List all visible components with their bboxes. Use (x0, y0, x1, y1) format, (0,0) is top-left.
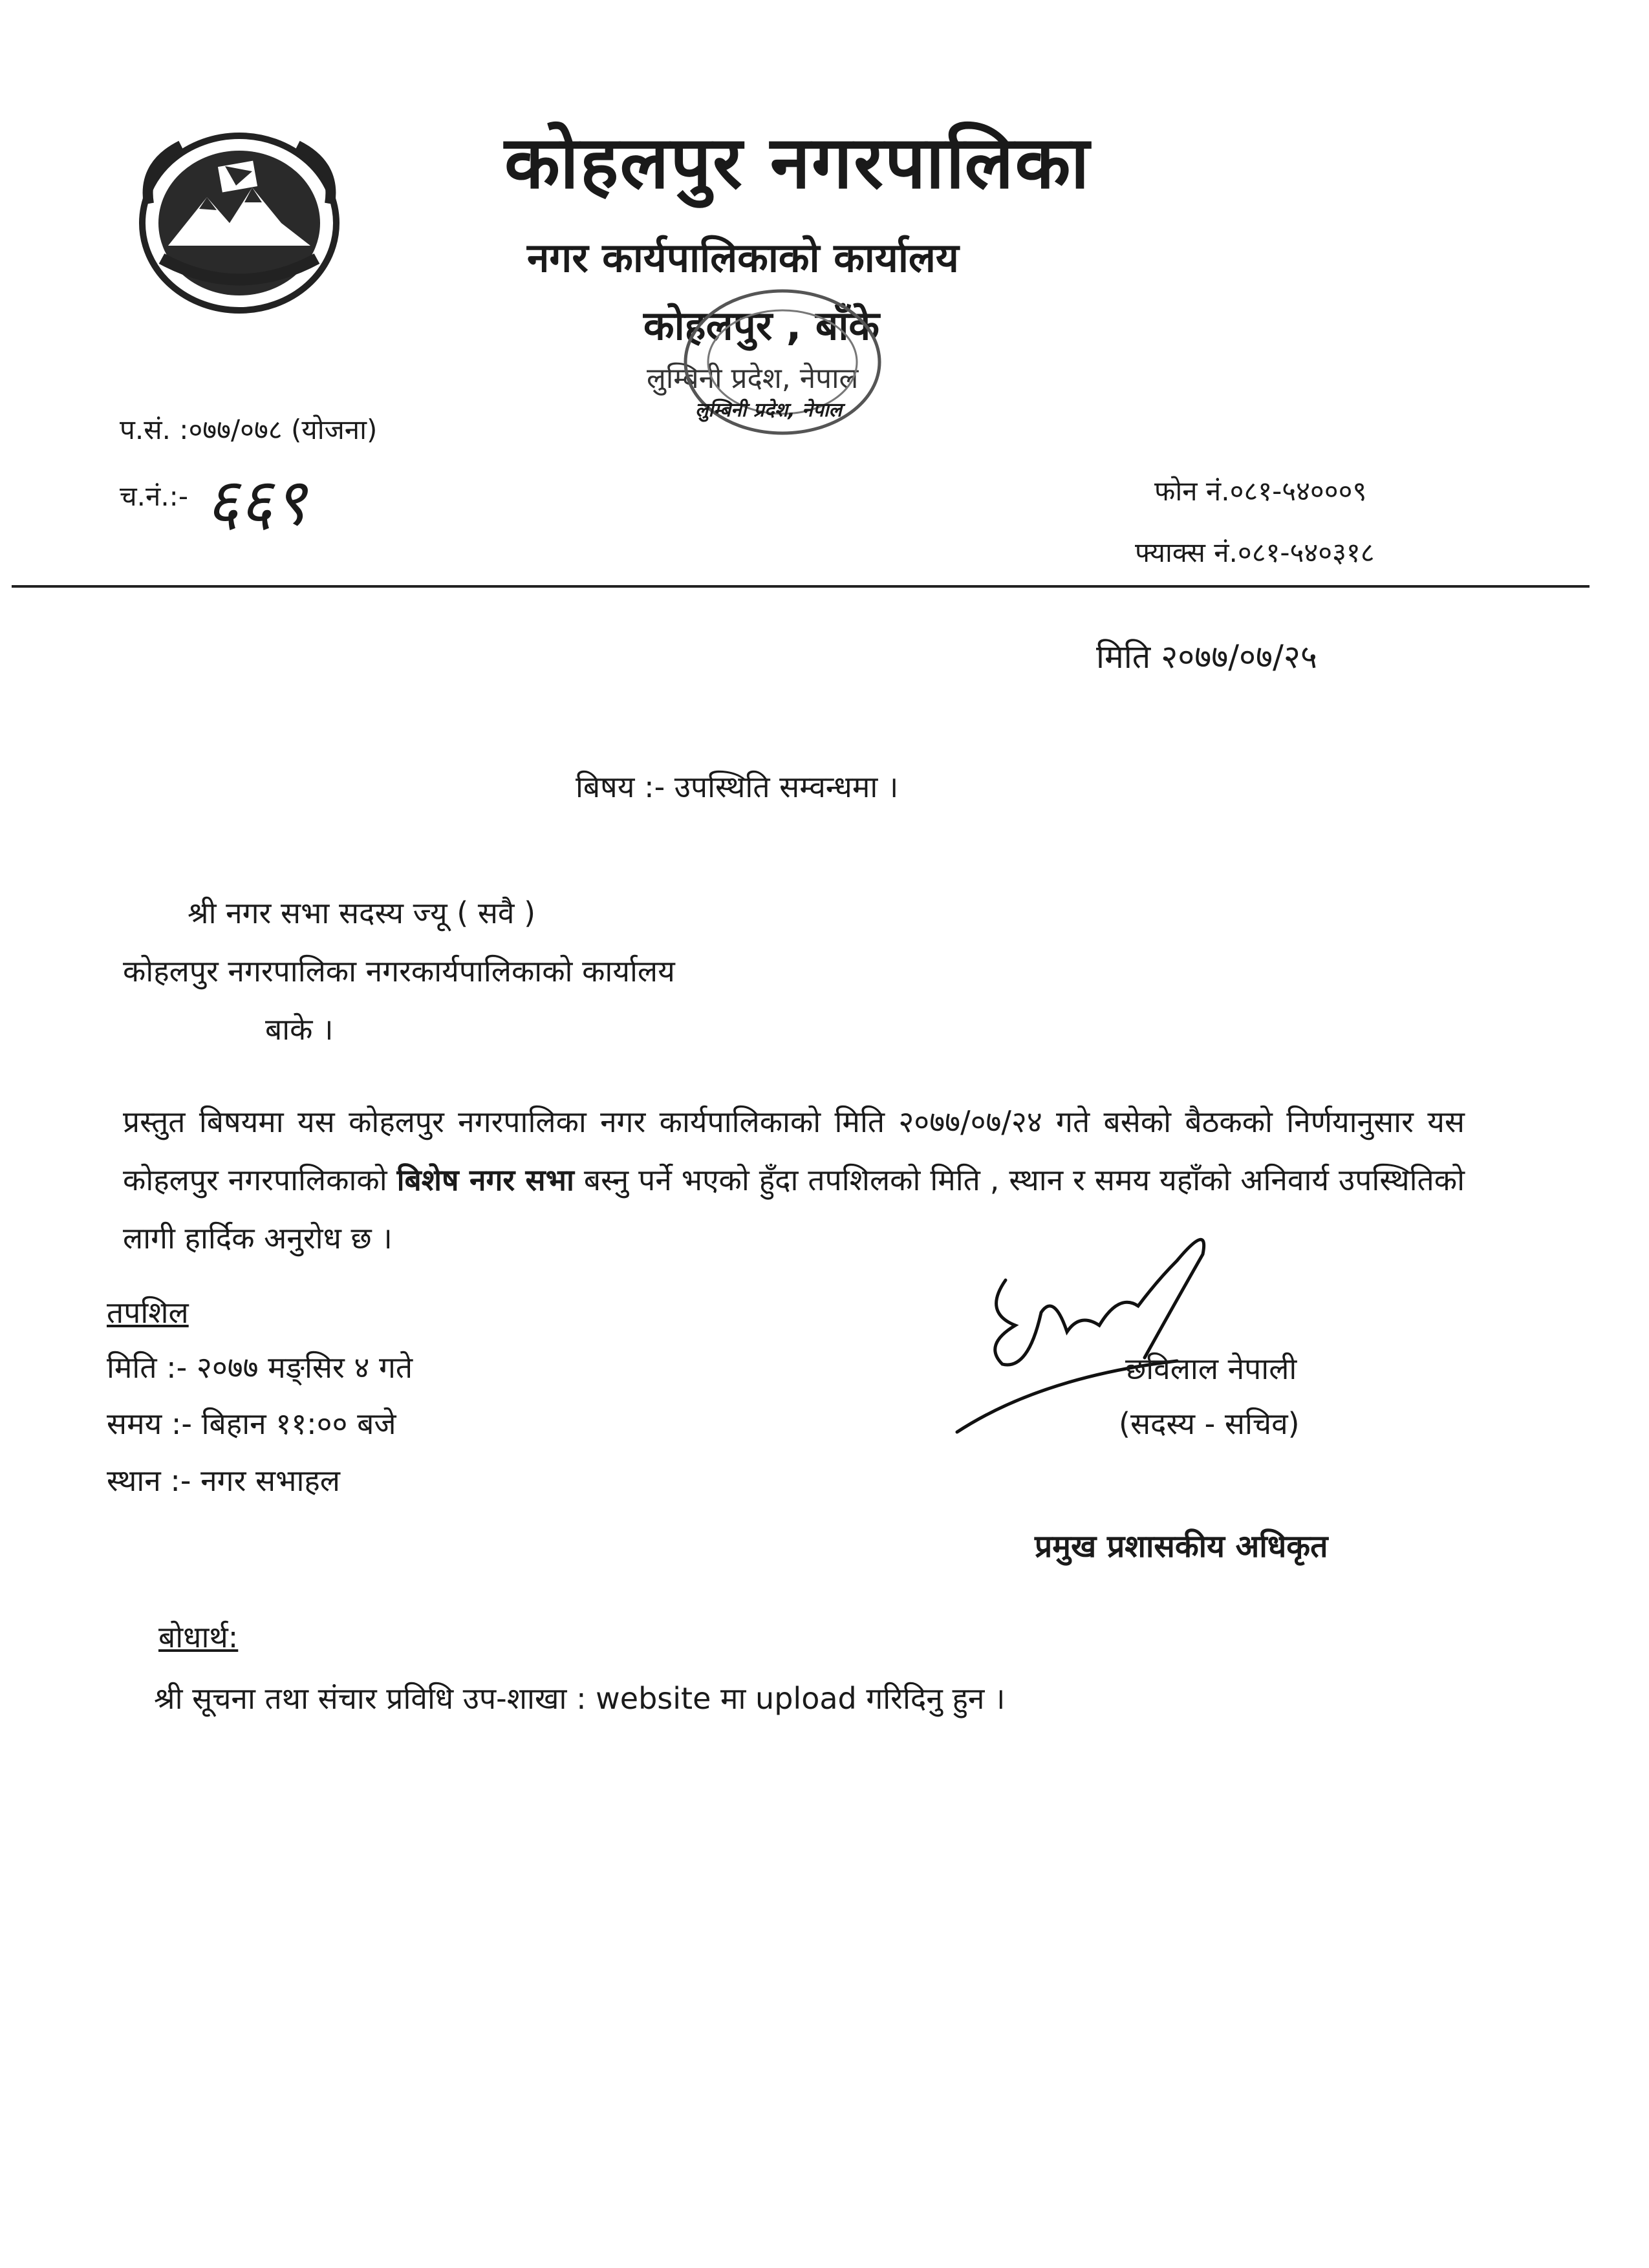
office-province: लुम्बिनी प्रदेश, नेपाल (647, 362, 859, 395)
header-divider (12, 585, 1590, 588)
letter-date: मिति २०७७/०७/२५ (1096, 638, 1317, 676)
addressee-line-2: कोहलपुर नगरपालिका नगरकार्यपालिकाको कार्यालय (123, 954, 675, 989)
body-text-part-2: बस्नु पर्ने भएको हुँदा तपशिलको मिति , स्थान र समय यहाँको अनिवार्य उपस्थितिको लागी हार्दिक अनुरोध छ । (123, 1162, 1465, 1256)
dispatch-label: च.नं.:- (120, 480, 188, 512)
office-subtitle: नगर कार्यपालिकाको कार्यालय (527, 234, 959, 281)
signatory-title: प्रमुख प्रशासकीय अधिकृत (1035, 1528, 1328, 1565)
cc-heading: बोधार्थ: (158, 1620, 239, 1654)
cc-line: श्री सूचना तथा संचार प्रविधि उप-शाखा : website मा upload गरिदिनु हुन । (154, 1681, 1006, 1716)
letter-subject: बिषय :- उपस्थिति सम्वन्धमा । (576, 769, 899, 804)
reference-number: प.सं. :०७७/०७८ (योजना) (120, 414, 378, 445)
phone-number: फोन नं.०८१-५४०००९ (1154, 475, 1367, 507)
schedule-place: स्थान :- नगर सभाहल (107, 1463, 340, 1498)
dispatch-number: ६६९ (206, 464, 307, 540)
signatory-role: (सदस्य - सचिव) (1119, 1406, 1300, 1441)
schedule-date: मिति :- २०७७ मङ्सिर ४ गते (107, 1350, 413, 1385)
body-text-bold: बिशेष नगर सभा (396, 1162, 574, 1197)
addressee-line-3: बाके । (265, 1012, 334, 1047)
municipality-title: कोहलपुर नगरपालिका (504, 121, 1091, 205)
schedule-heading: तपशिल (107, 1295, 189, 1330)
letter-body (123, 1093, 1465, 1267)
addressee-line-1: श्री नगर सभा सदस्य ज्यू ( सवै ) (188, 895, 536, 930)
fax-number: फ्याक्स नं.०८१-५४०३१८ (1135, 537, 1375, 568)
stamp-text: लुम्बिनी प्रदेश, नेपाल (695, 399, 842, 422)
body-text-part-1: प्रस्तुत बिषयमा यस कोहलपुर नगरपालिका नगर कार्यपालिकाको मिति २०७७/०७/२४ गते बसेको बैठकको निर्णयानुसार यस कोहलपुर नगरपालिकाको (123, 1104, 1465, 1197)
nepal-emblem-icon (123, 126, 356, 320)
schedule-time: समय :- बिहान ११:०० बजे (107, 1406, 396, 1441)
signatory-name: छविलाल नेपाली (1125, 1351, 1297, 1386)
office-location: कोहलपुर , बाँके (643, 302, 880, 349)
